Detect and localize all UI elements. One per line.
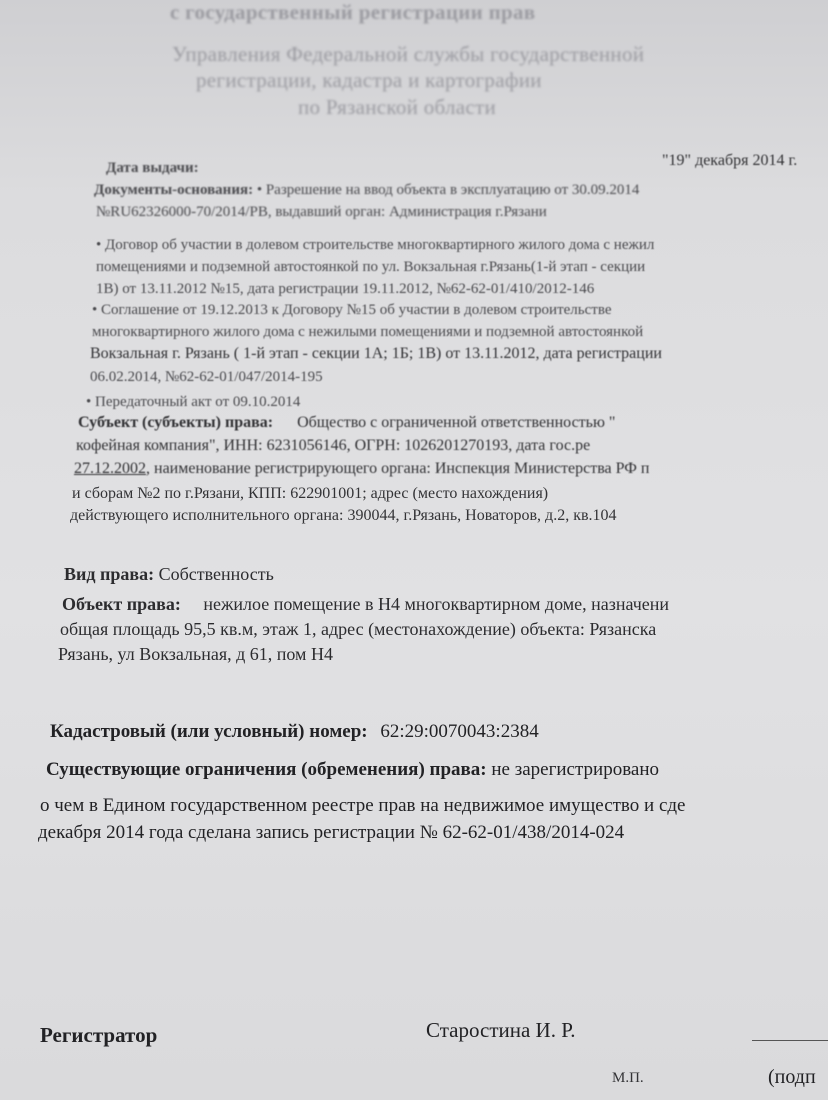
basis-label: Документы-основания: [94,182,254,198]
header-line-1: с государственный регистрации прав [170,0,536,24]
basis-item-1a: • Разрешение на ввод объекта в эксплуатацию от 30.09.2014 [256,182,640,198]
subject-line-5: действующего исполнительного органа: 390044, г.Рязань, Новаторов, д.2, кв.104 [70,507,617,524]
subject-line-1 [78,414,615,432]
registrar-name: Старостина И. Р. [426,1018,576,1042]
basis-item-1b: №RU62326000-70/2014/РВ, выдавший орган: Администрация г.Рязани [96,204,547,220]
basis-item-2b: помещениями и подземной автостоянкой по ул. Вокзальная г.Рязань(1-й этап - секции [96,259,646,275]
basis-item-3b: многоквартирного жилого дома с нежилыми помещениями и подземной автостоянкой [92,324,644,340]
basis-item-4: • Передаточный акт от 09.10.2014 [86,394,301,410]
issue-date-value: "19" декабря 2014 г. [662,152,798,169]
subject-text-a: Общество с ограниченной ответственностью " [297,414,616,431]
right-type-line [64,564,274,585]
registrar-label: Регистратор [40,1023,158,1047]
basis-item-3d: 06.02.2014, №62-62-01/047/2014-195 [90,369,323,385]
object-line-1 [62,594,669,615]
subject-text-c: , наименование регистрирующего органа: Инспекция Министерства РФ п [146,460,650,477]
record-line-1: о чем в Едином государственном реестре прав на недвижимое имущество и сде [40,795,686,816]
stamp-place: М.П. [612,1070,644,1086]
restrictions-line [46,759,659,781]
subject-reg-date: 27.12.2002 [74,460,146,477]
basis-item-3a: • Соглашение от 19.12.2013 к Договору №15 об участии в долевом строительстве [92,302,612,318]
subject-line-2: кофейная компания", ИНН: 6231056146, ОГРН: 1026201270193, дата гос.ре [76,437,591,454]
signature-hint: (подп [768,1066,816,1088]
header-line-4: по Рязанской области [298,95,497,119]
basis-item-3c: Вокзальная г. Рязань ( 1-й этап - секции 1А; 1Б; 1В) от 13.11.2012, дата регистрации [90,345,662,362]
header-line-2: Управления Федеральной службы государственной [172,42,645,66]
object-line-3: Рязань, ул Вокзальная, д 61, пом Н4 [58,644,333,664]
object-label: Объект права: [62,594,181,614]
basis-line-1 [94,182,639,199]
object-line-2: общая площадь 95,5 кв.м, этаж 1, адрес (местонахождение) объекта: Рязанска [60,619,657,639]
record-line-2: декабря 2014 года сделана запись регистрации № 62-62-01/438/2014-024 [38,822,625,843]
right-type-label: Вид права: [64,564,155,584]
object-text-a: нежилое помещение в Н4 многоквартирном доме, назначени [203,594,670,614]
basis-item-2a: • Договор об участии в долевом строительстве многоквартирного жилого дома с нежил [96,237,655,253]
cadastral-value: 62:29:0070043:2384 [380,721,539,742]
basis-item-2c: 1В) от 13.11.2012 №15, дата регистрации 19.11.2012, №62-62-01/410/2012-146 [96,281,595,297]
right-type-value: Собственность [158,564,274,584]
issue-date-label: Дата выдачи: [106,160,199,176]
restrictions-value: не зарегистрировано [491,759,660,780]
header-line-3: регистрации, кадастра и картографии [196,68,542,92]
cadastral-line [50,721,539,743]
subject-line-4: и сборам №2 по г.Рязани, КПП: 622901001; адрес (место нахождения) [72,485,549,502]
signature-line [752,1040,828,1041]
restrictions-label: Существующие ограничения (обременения) права: [46,759,487,780]
subject-label: Субъект (субъекты) права: [78,414,274,431]
subject-line-3 [74,460,649,478]
cadastral-label: Кадастровый (или условный) номер: [50,721,368,742]
